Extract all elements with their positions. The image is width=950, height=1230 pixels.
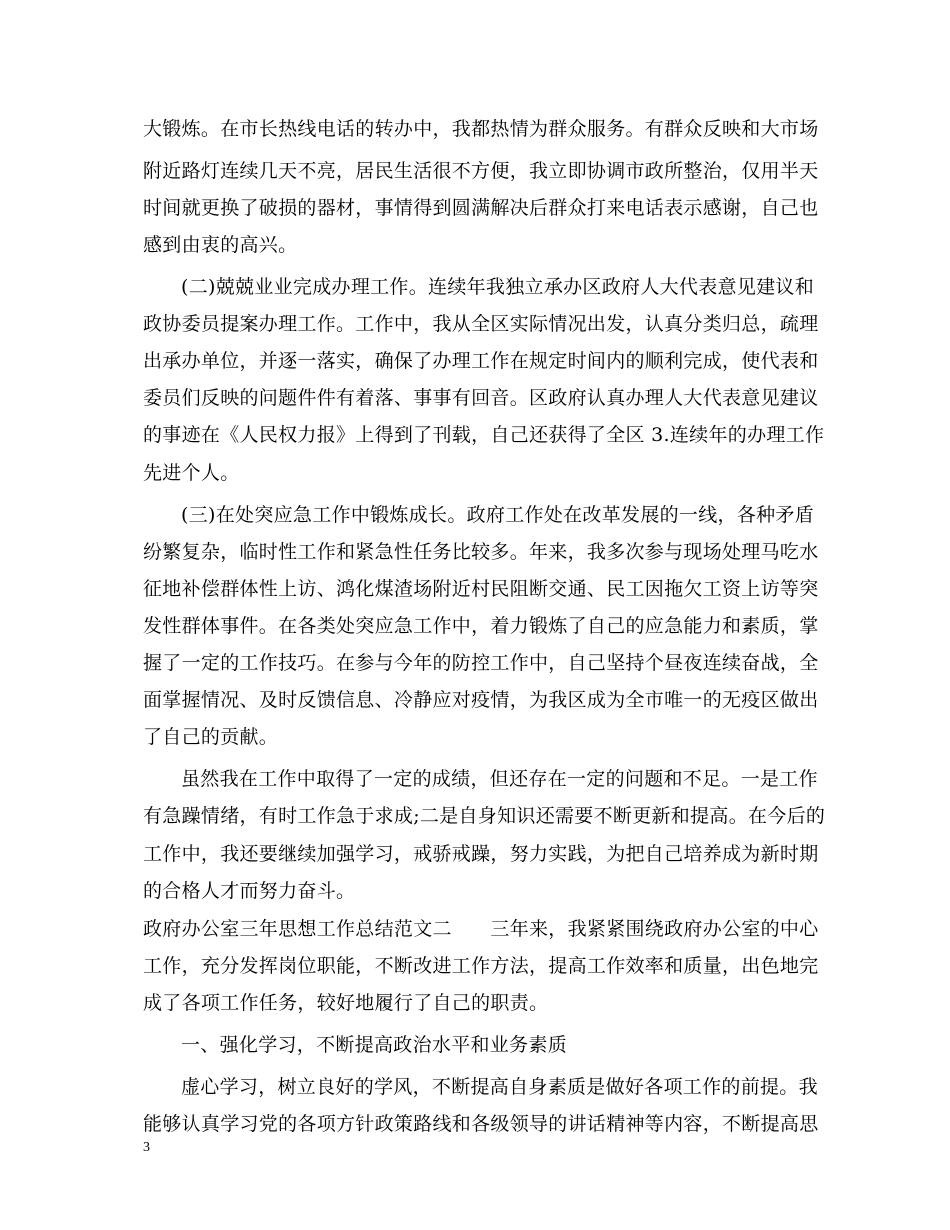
text-line: 政协委员提案办理工作。工作中，我从全区实际情况出发，认真分类归总，疏理 bbox=[143, 313, 819, 335]
text-line: 了自己的贡献。 bbox=[143, 726, 279, 748]
text-line: 有急躁情绪，有时工作急于求成;二是自身知识还需要不断更新和提高。在今后的 bbox=[143, 805, 826, 827]
text-line: 的合格人才而努力奋斗。 bbox=[143, 880, 356, 902]
text-line: 能够认真学习党的各项方针政策路线和各级领导的讲话精神等内容，不断提高思 bbox=[143, 1113, 819, 1135]
text-line: 虽然我在工作中取得了一定的成绩，但还存在一定的问题和不足。一是工作 bbox=[181, 768, 818, 790]
page-number: 3 bbox=[143, 1140, 150, 1155]
text-line: 握了一定的工作技巧。在参与今年的防控工作中，自己坚持个昼夜连续奋战，全 bbox=[143, 652, 819, 674]
text-line: 出承办单位，并逐一落实，确保了办理工作在规定时间内的顺利完成，使代表和 bbox=[143, 350, 819, 372]
text-line: 发性群体事件。在各类处突应急工作中，着力锻炼了自己的应急能力和素质，掌 bbox=[143, 615, 819, 637]
text-line: 征地补偿群体性上访、鸿化煤渣场附近村民阻断交通、民工因拖欠工资上访等突 bbox=[143, 578, 819, 600]
text-line: 虚心学习，树立良好的学风，不断提高自身素质是做好各项工作的前提。我 bbox=[181, 1076, 818, 1098]
text-line: 附近路灯连续几天不亮，居民生活很不方便，我立即协调市政所整治，仅用半天 bbox=[143, 160, 819, 182]
text-line: 委员们反映的问题件件有着落、事事有回音。区政府认真办理人大代表意见建议 bbox=[143, 387, 819, 409]
text-line: 工作，充分发挥岗位职能，不断改进工作方法，提高工作效率和质量，出色地完 bbox=[143, 955, 819, 977]
text-line: 成了各项工作任务，较好地履行了自己的职责。 bbox=[143, 992, 549, 1014]
text-line: (三)在处突应急工作中锻炼成长。政府工作处在改革发展的一线，各种矛盾 bbox=[181, 504, 815, 526]
text-line: (二)兢兢业业完成办理工作。连续年我独立承办区政府人大代表意见建议和 bbox=[181, 276, 815, 298]
text-line: 时间就更换了破损的器材，事情得到圆满解决后群众打来电话表示感谢，自己也 bbox=[143, 197, 819, 219]
text-line: 大锻炼。在市长热线电话的转办中，我都热情为群众服务。有群众反映和大市场 bbox=[143, 118, 819, 140]
text-line: 面掌握情况、及时反馈信息、冷静应对疫情，为我区成为全市唯一的无疫区做出 bbox=[143, 689, 819, 711]
text-line: 纷繁复杂，临时性工作和紧急性任务比较多。年来，我多次参与现场处理马吃水 bbox=[143, 541, 819, 563]
text-line: 的事迹在《人民权力报》上得到了刊载，自己还获得了全区 3.连续年的办理工作 bbox=[143, 424, 825, 446]
text-line: 感到由衷的高兴。 bbox=[143, 234, 298, 256]
section-heading: 一、强化学习，不断提高政治水平和业务素质 bbox=[181, 1034, 568, 1056]
text-line: 政府办公室三年思想工作总结范文二 三年来，我紧紧围绕政府办公室的中心 bbox=[143, 918, 819, 940]
text-line: 先进个人。 bbox=[143, 462, 240, 484]
text-line: 工作中，我还要继续加强学习，戒骄戒躁，努力实践，为把自己培养成为新时期 bbox=[143, 843, 819, 865]
